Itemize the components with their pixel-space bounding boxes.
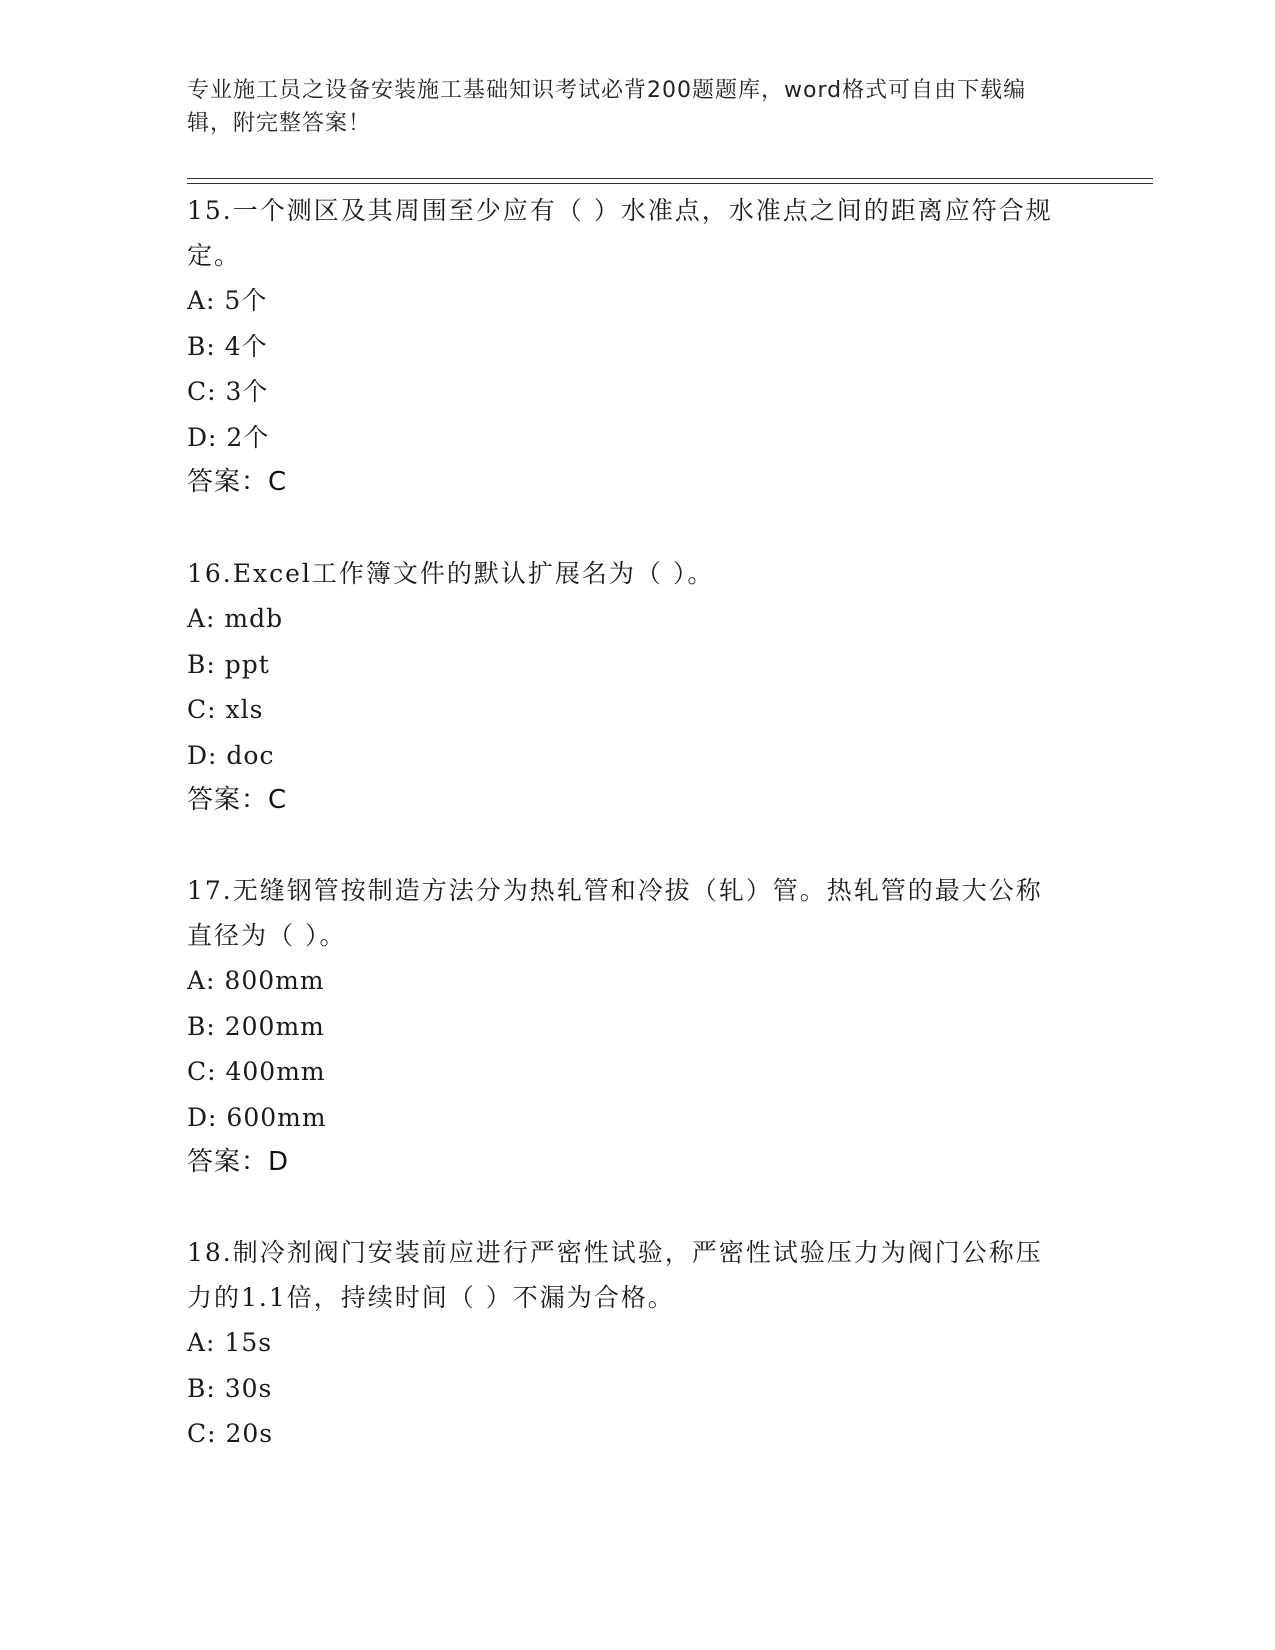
- option-c: C: xls: [187, 695, 264, 724]
- question-18: [187, 1230, 1067, 1457]
- option-c: C: 3个: [187, 377, 269, 406]
- option-a: A: 5个: [187, 286, 268, 315]
- option-c: C: 20s: [187, 1419, 274, 1448]
- header-divider-bottom: [187, 183, 1153, 184]
- option-b: B: 4个: [187, 331, 268, 361]
- document-header: 专业施工员之设备安装施工基础知识考试必背200题题库，word格式可自由下载编辑，附完整答案！: [187, 78, 1027, 136]
- question-15: [187, 188, 1067, 505]
- option-b: B: ppt: [187, 649, 270, 679]
- header-divider-top: [187, 178, 1153, 179]
- option-a: A: 15s: [187, 1328, 273, 1357]
- option-a: A: mdb: [187, 604, 284, 633]
- option-d: D: 600mm: [187, 1102, 327, 1132]
- question-stem: 16.Excel工作簿文件的默认扩展名为（ ）。: [187, 559, 715, 588]
- option-a: A: 800mm: [187, 966, 325, 995]
- option-d: D: 2个: [187, 422, 270, 452]
- question-stem: 18.制冷剂阀门安装前应进行严密性试验，严密性试验压力为阀门公称压力的1.1倍，持续时间（ ）不漏为合格。: [187, 1238, 1043, 1312]
- option-b: B: 200mm: [187, 1011, 325, 1041]
- answer-label: 答案：D: [187, 1147, 290, 1177]
- question-stem: 15.一个测区及其周围至少应有（ ）水准点，水准点之间的距离应符合规定。: [187, 196, 1053, 270]
- option-c: C: 400mm: [187, 1057, 326, 1086]
- question-stem: 17.无缝钢管按制造方法分为热轧管和冷拔（轧）管。热轧管的最大公称直径为（ ）。: [187, 876, 1043, 950]
- question-17: [187, 868, 1067, 1185]
- answer-label: 答案：C: [187, 467, 288, 497]
- answer-label: 答案：C: [187, 785, 288, 815]
- option-b: B: 30s: [187, 1373, 273, 1403]
- option-d: D: doc: [187, 740, 275, 770]
- question-16: [187, 551, 1067, 823]
